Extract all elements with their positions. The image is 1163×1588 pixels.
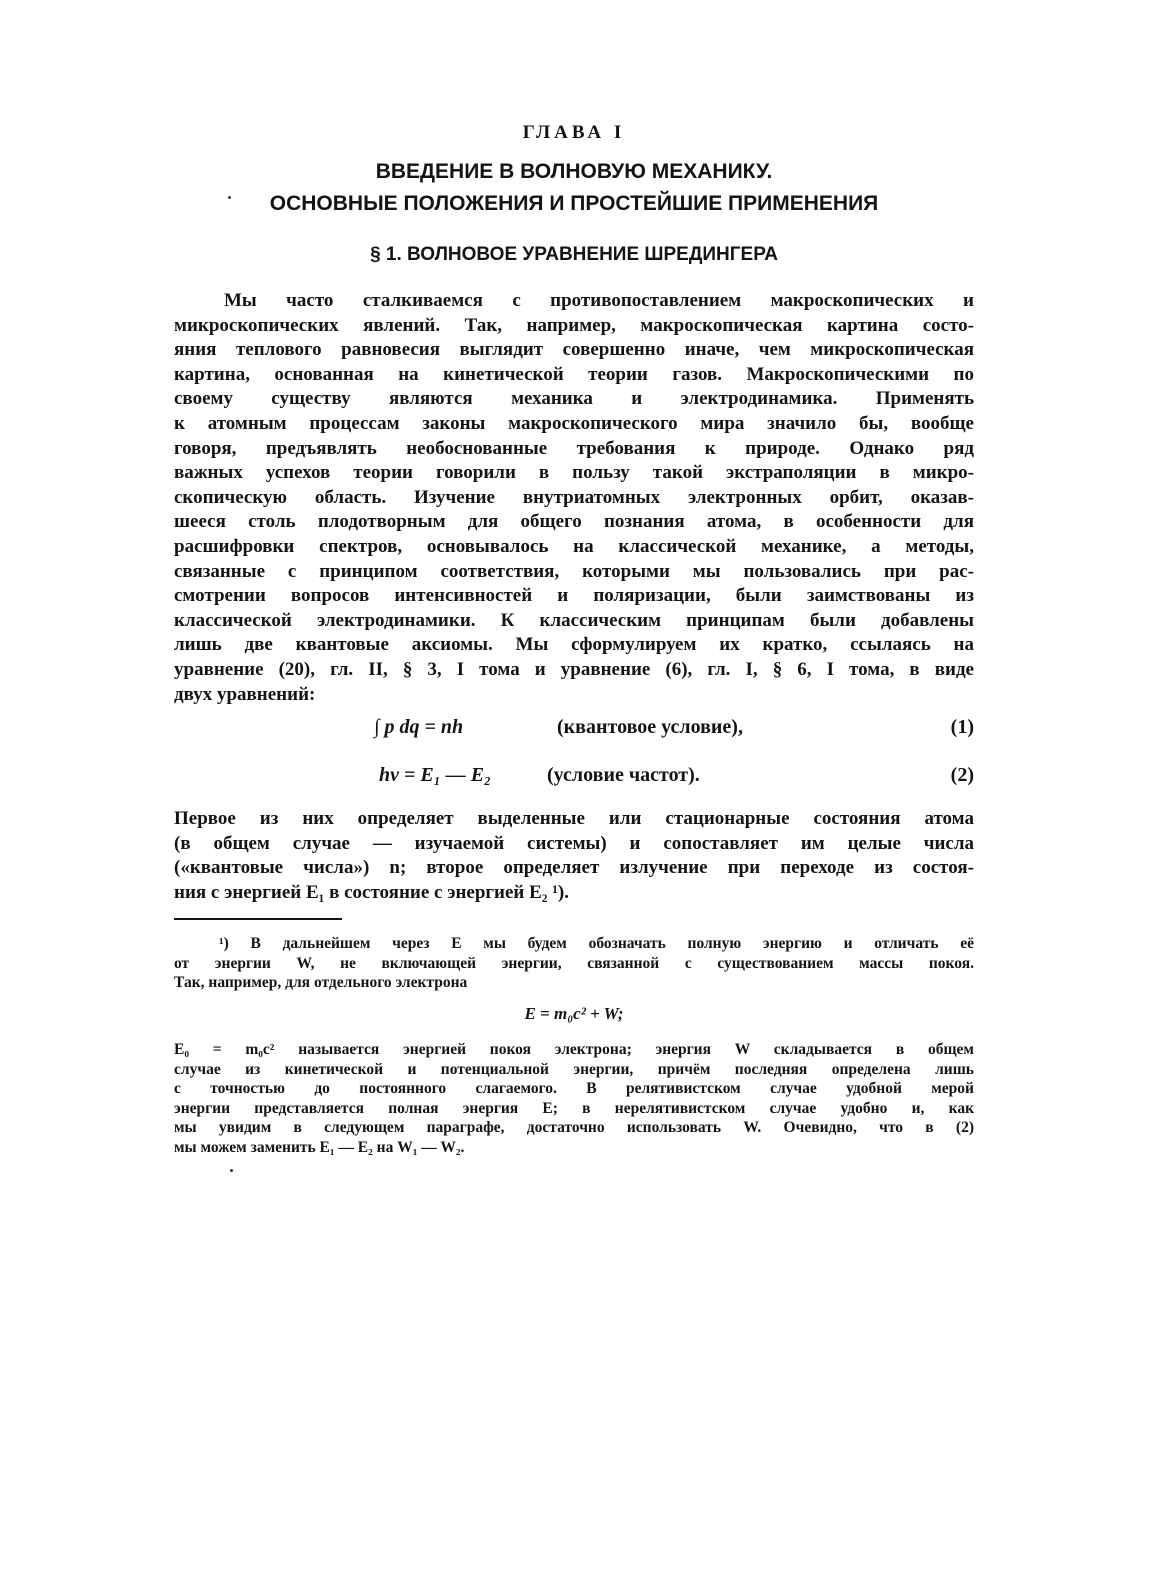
equation-2-formula: hν = E₁ — E₂ <box>379 764 492 786</box>
equation-2-number: (2) <box>950 764 974 786</box>
chapter-label: ГЛАВА I <box>522 122 626 143</box>
paragraph-1-line: лишь две квантовые аксиомы. Мы сформулируем их кратко, ссылаясь на <box>174 634 974 656</box>
paragraph-1-line: уравнение (20), гл. II, § 3, I тома и уравнение (6), гл. I, § 6, I тома, в виде <box>174 658 974 680</box>
paragraph-1-line: шееся столь плодотворным для общего познания атома, в особенности для <box>174 511 974 533</box>
paragraph-1-line: смотрении вопросов интенсивностей и поляризации, были заимствованы из <box>174 585 974 607</box>
scan-speck <box>228 196 231 199</box>
footnote-line: мы можем заменить E₁ — E₂ на W₁ — W₂. <box>174 1138 465 1156</box>
chapter-title-line-2: ОСНОВНЫЕ ПОЛОЖЕНИЯ И ПРОСТЕЙШИЕ ПРИМЕНЕНИЯ <box>269 192 879 215</box>
paragraph-1-line: важных успехов теории говорили в пользу такой экстраполяции в микро- <box>174 462 974 484</box>
paragraph-2-line: ния с энергией E₁ в состояние с энергией E₂ ¹). <box>174 881 569 903</box>
paragraph-1-line: скопическую область. Изучение внутриатомных электронных орбит, оказав- <box>174 486 974 508</box>
footnote-line: E₀ = m₀c² называется энергией покоя электрона; энергия W складывается в общем <box>174 1041 974 1058</box>
equation-1 <box>174 716 974 748</box>
equation-1-description: (квантовое условие), <box>557 716 743 738</box>
footnote-line: с точностью до постоянного слагаемого. В релятивистском случае удобной мерой <box>174 1080 974 1097</box>
footnote-part-2 <box>174 1040 974 1157</box>
scan-speck <box>230 1169 233 1172</box>
paragraph-1-line: связанные с принципом соответствия, которыми мы пользовались при рас- <box>174 560 974 582</box>
footnote-line: ¹) В дальнейшем через E мы будем обозначать полную энергию и отличать её <box>219 935 974 952</box>
footnote-line: от энергии W, не включающей энергии, связанной с существованием массы покоя. <box>174 954 974 972</box>
footnote-separator <box>174 918 342 920</box>
footnote-line: мы увидим в следующем параграфе, достаточно использовать W. Очевидно, что в (2) <box>174 1119 974 1136</box>
paragraph-1-line: классической электродинамики. К классическим принципам были добавлены <box>174 609 974 631</box>
paragraph-1-line: расшифровки спектров, основывалось на классической механике, а методы, <box>174 535 974 557</box>
paragraph-1 <box>174 289 974 707</box>
paragraph-1-line: микроскопических явлений. Так, например, макроскопическая картина состо- <box>174 314 974 336</box>
paragraph-1-line: к атомным процессам законы макроскопического мира значило бы, вообще <box>174 412 974 434</box>
equation-2-description: (условие частот). <box>547 764 700 786</box>
chapter-title-line-1: ВВЕДЕНИЕ В ВОЛНОВУЮ МЕХАНИКУ. <box>375 160 773 183</box>
paragraph-1-line: своему существу являются механика и электродинамика. Применять <box>174 388 974 410</box>
equation-2 <box>174 764 974 796</box>
footnote-line: Так, например, для отдельного электрона <box>174 974 468 991</box>
paragraph-1-line: картина, основанная на кинетической теории газов. Макроскопическими по <box>174 363 974 385</box>
footnote-line: энергии представляется полная энергия E; в нерелятивистском случае удобно и, как <box>174 1099 974 1117</box>
paragraph-1-line: двух уравнений: <box>174 683 316 705</box>
section-title: § 1. ВОЛНОВОЕ УРАВНЕНИЕ ШРЕДИНГЕРА <box>370 244 778 265</box>
paragraph-2-line: («квантовые числа») n; второе определяет излучение при переходе из состоя- <box>174 857 974 879</box>
paragraph-1-line: говоря, предъявлять необоснованные требования к природе. Однако ряд <box>174 437 974 459</box>
footnote-line: случае из кинетической и потенциальной энергии, причём последняя определена лишь <box>174 1060 974 1078</box>
paragraph-1-line: яния теплового равновесия выглядит совершенно иначе, чем микроскопическая <box>174 339 974 361</box>
equation-1-number: (1) <box>950 716 974 738</box>
equation-1-formula: ∫ p dq = nh <box>374 716 464 738</box>
paragraph-2 <box>174 807 974 905</box>
chapter-title <box>174 156 974 220</box>
footnote-part-1 <box>174 934 974 993</box>
paragraph-2-line: Первое из них определяет выделенные или стационарные состояния атома <box>174 808 974 829</box>
paragraph-2-line: (в общем случае — изучаемой системы) и сопоставляет им целые числа <box>174 832 974 854</box>
footnote-equation: E = m₀c² + W; <box>524 1004 624 1023</box>
paragraph-1-line: Мы часто сталкиваемся с противопоставлением макроскопических и <box>224 290 974 311</box>
